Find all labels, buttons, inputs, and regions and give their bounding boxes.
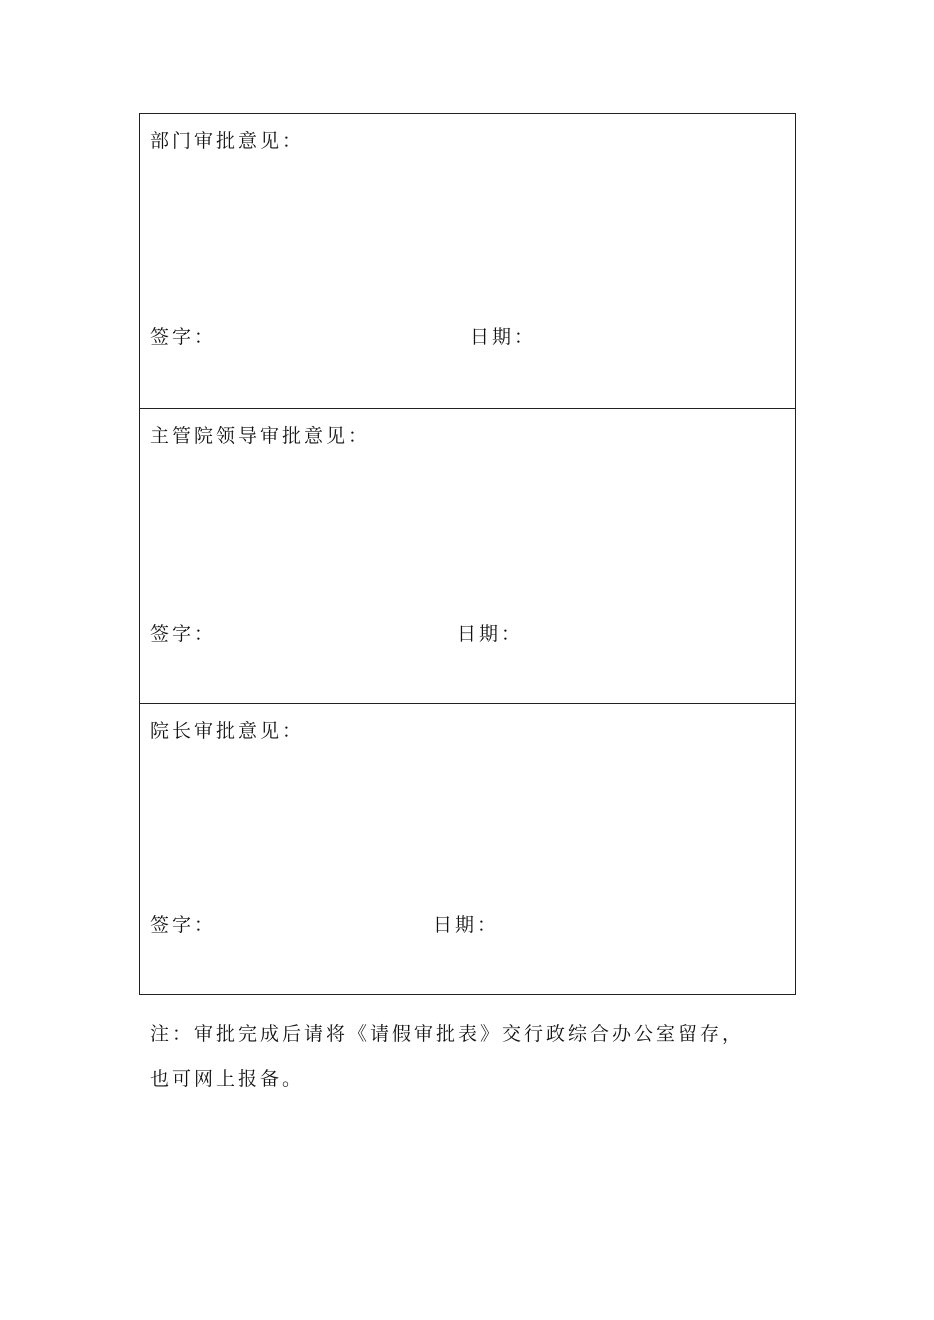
approval-form-table [139,113,796,995]
department-date-label: 日期： [470,326,537,348]
department-approval-section [140,114,795,408]
department-opinion-label: 部门审批意见： [150,130,305,152]
footnote-line-2: 也可网上报备。 [150,1068,305,1090]
supervisor-date-label: 日期： [457,623,524,645]
president-signature-label: 签字： [150,914,217,936]
department-signature-label: 签字： [150,326,217,348]
president-opinion-label: 院长审批意见： [150,720,305,742]
president-approval-section [140,703,795,994]
footnote-line-1: 注：审批完成后请将《请假审批表》交行政综合办公室留存， [150,1023,745,1045]
supervisor-signature-label: 签字： [150,623,217,645]
president-date-label: 日期： [433,914,500,936]
footnote [150,1012,790,1102]
supervisor-opinion-label: 主管院领导审批意见： [150,425,371,447]
supervisor-approval-section [140,408,795,703]
